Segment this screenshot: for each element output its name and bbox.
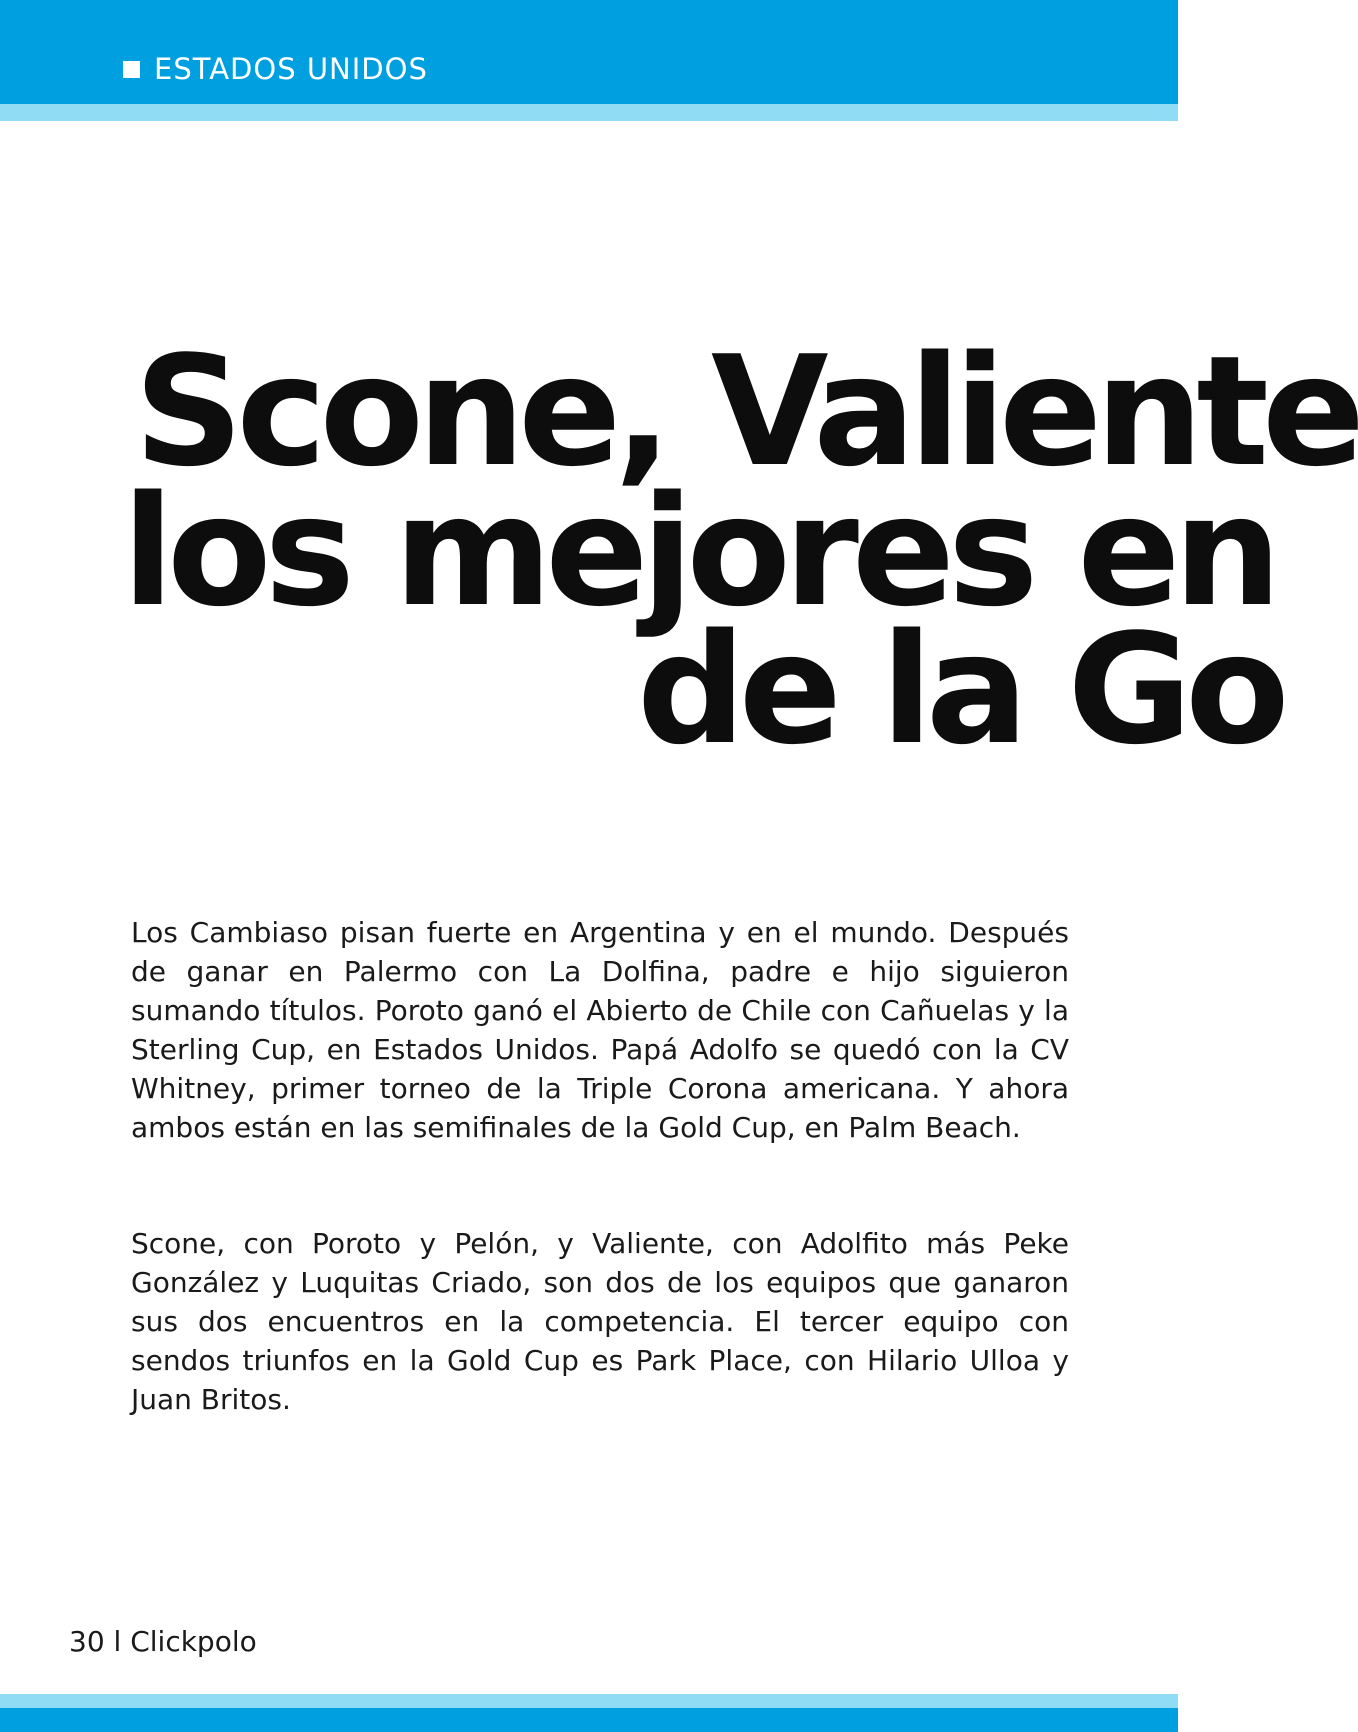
headline-line-1: Scone, Valiente: [134, 323, 1358, 500]
headline: [0, 300, 1358, 780]
square-bullet-icon: [123, 61, 140, 78]
header-stripe: [0, 104, 1178, 121]
article-paragraph-2: Scone, con Poroto y Pelón, y Valiente, con Adolfito más Peke González y Luquitas Criado, son dos de los equipos que ganaron sus dos encuentros en la competencia. El tercer equipo con sendos triunfos en la Gold Cup es Park Place, con Hilario Ulloa y Juan Britos.: [131, 1227, 1069, 1416]
article-paragraph-1: Los Cambiaso pisan fuerte en Argentina y en el mundo. Después de ganar en Palermo con La Dolfina, padre e hijo siguieron sumando títulos. Poroto ganó el Abierto de Chile con Cañuelas y la Sterling Cup, en Estados Unidos. Papá Adolfo se quedó con la CV Whitney, primer torneo de la Triple Corona americana. Y ahora ambos están en las semifinales de la Gold Cup, en Palm Beach.: [131, 916, 1069, 1144]
headline-line-2: los mejores en: [122, 463, 1275, 640]
section-label: ESTADOS UNIDOS: [154, 52, 428, 86]
headline-line-3: de la Go: [637, 601, 1283, 778]
footer-band: [0, 1708, 1178, 1732]
footer-stripe: [0, 1694, 1178, 1708]
page-footer-label: 30 l Clickpolo: [69, 1625, 257, 1658]
